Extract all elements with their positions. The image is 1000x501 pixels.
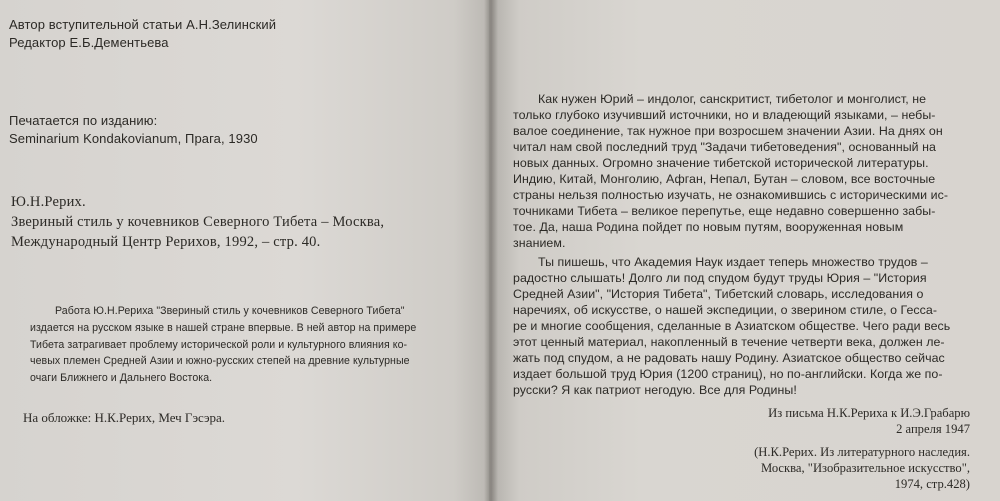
- annotation-line: Работа Ю.Н.Рериха "Звериный стиль у кочевников Северного Тибета": [55, 305, 405, 317]
- bibliography-publisher: Международный Центр Рерихов, 1992, – стр. 40.: [11, 234, 321, 250]
- cover-note: На обложке: Н.К.Рерих, Меч Гэсэра.: [23, 410, 226, 425]
- paragraph-line: ре и многие сообщения, сделанные в Азиатском обществе. Чего ради весь: [513, 319, 951, 333]
- paragraph-line: радостно слышать! Долго ли под спудом будут труды Юрия – "История: [513, 271, 927, 285]
- annotation-line: Тибета затрагивает проблему исторической роли и культурного влияния ко-: [30, 339, 408, 351]
- printed-from-source: Seminarium Kondakovianum, Прага, 1930: [9, 131, 258, 146]
- source-date: 2 апреля 1947: [896, 422, 970, 436]
- bibliography-title: Звериный стиль у кочевников Северного Тибета – Москва,: [11, 214, 385, 230]
- reference-line: 1974, стр.428): [894, 477, 970, 491]
- annotation-line: чевых племен Средней Азии и южно-русских степей на древние культурные: [30, 355, 410, 367]
- paragraph-line: наречиях, об искусстве, о нашей экспедиции, о зверином стиле, о Гесса-: [513, 303, 938, 317]
- left-page: [0, 0, 493, 501]
- annotation-line: издается на русском языке в нашей стране впервые. В ней автор на примере: [30, 322, 417, 334]
- reference-line: Москва, "Изобразительное искусство",: [760, 461, 970, 475]
- reference-line: (Н.К.Рерих. Из литературного наследия.: [754, 445, 970, 459]
- paragraph-line: жать под спудом, а не радовать нашу Родину. Азиатское общество сейчас: [513, 351, 945, 365]
- paragraph-line: читал нам свой последний труд "Задачи тибетоведения", основанный на: [513, 140, 936, 154]
- author-credit: Автор вступительной статьи А.Н.Зелинский: [9, 17, 277, 32]
- right-page: [489, 0, 1000, 501]
- paragraph-line: точниками Тибета – великое перепутье, еще недавно совершенно забы-: [513, 204, 936, 218]
- paragraph-line: Средней Азии", "История Тибета", Тибетский словарь, исследования о: [513, 287, 924, 301]
- paragraph-line: Индию, Китай, Монголию, Афган, Непал, Бутан – словом, все восточные: [513, 172, 936, 186]
- editor-credit: Редактор Е.Б.Дементьева: [9, 35, 169, 50]
- paragraph-line: издает большой труд Юрия (1200 страниц), но по-английски. Когда же по-: [513, 367, 943, 381]
- paragraph-line: знанием.: [513, 236, 566, 250]
- paragraph-line: только глубоко изучивший источники, но и владеющий языками, – небы-: [513, 108, 936, 122]
- paragraph-line: русски? Я как патриот негодую. Все для Родины!: [513, 383, 797, 397]
- bibliography-author: Ю.Н.Рерих.: [11, 194, 86, 210]
- paragraph-line: этот ценный материал, накопленный в течение четверти века, должен ле-: [513, 335, 945, 349]
- paragraph-line: страны нельзя полностью изучать, не ознакомившись с историческими ис-: [513, 188, 949, 202]
- source-line: Из письма Н.К.Рериха к И.Э.Грабарю: [768, 406, 970, 420]
- paragraph-line: Как нужен Юрий – индолог, санскритист, тибетолог и монголист, не: [538, 92, 927, 106]
- paragraph-line: новых данных. Огромно значение тибетской исторической литературы.: [513, 156, 929, 170]
- book-gutter: [484, 0, 498, 501]
- paragraph-line: Ты пишешь, что Академия Наук издает теперь множество трудов –: [538, 255, 928, 269]
- paragraph-line: валое соединение, так нужное при возросшем значении Азии. На днях он: [513, 124, 943, 138]
- annotation-line: очаги Ближнего и Дальнего Востока.: [30, 372, 213, 384]
- paragraph-line: тое. Да, наша Родина пойдет по новым путям, вооруженная новым: [513, 220, 904, 234]
- printed-from-label: Печатается по изданию:: [9, 113, 158, 128]
